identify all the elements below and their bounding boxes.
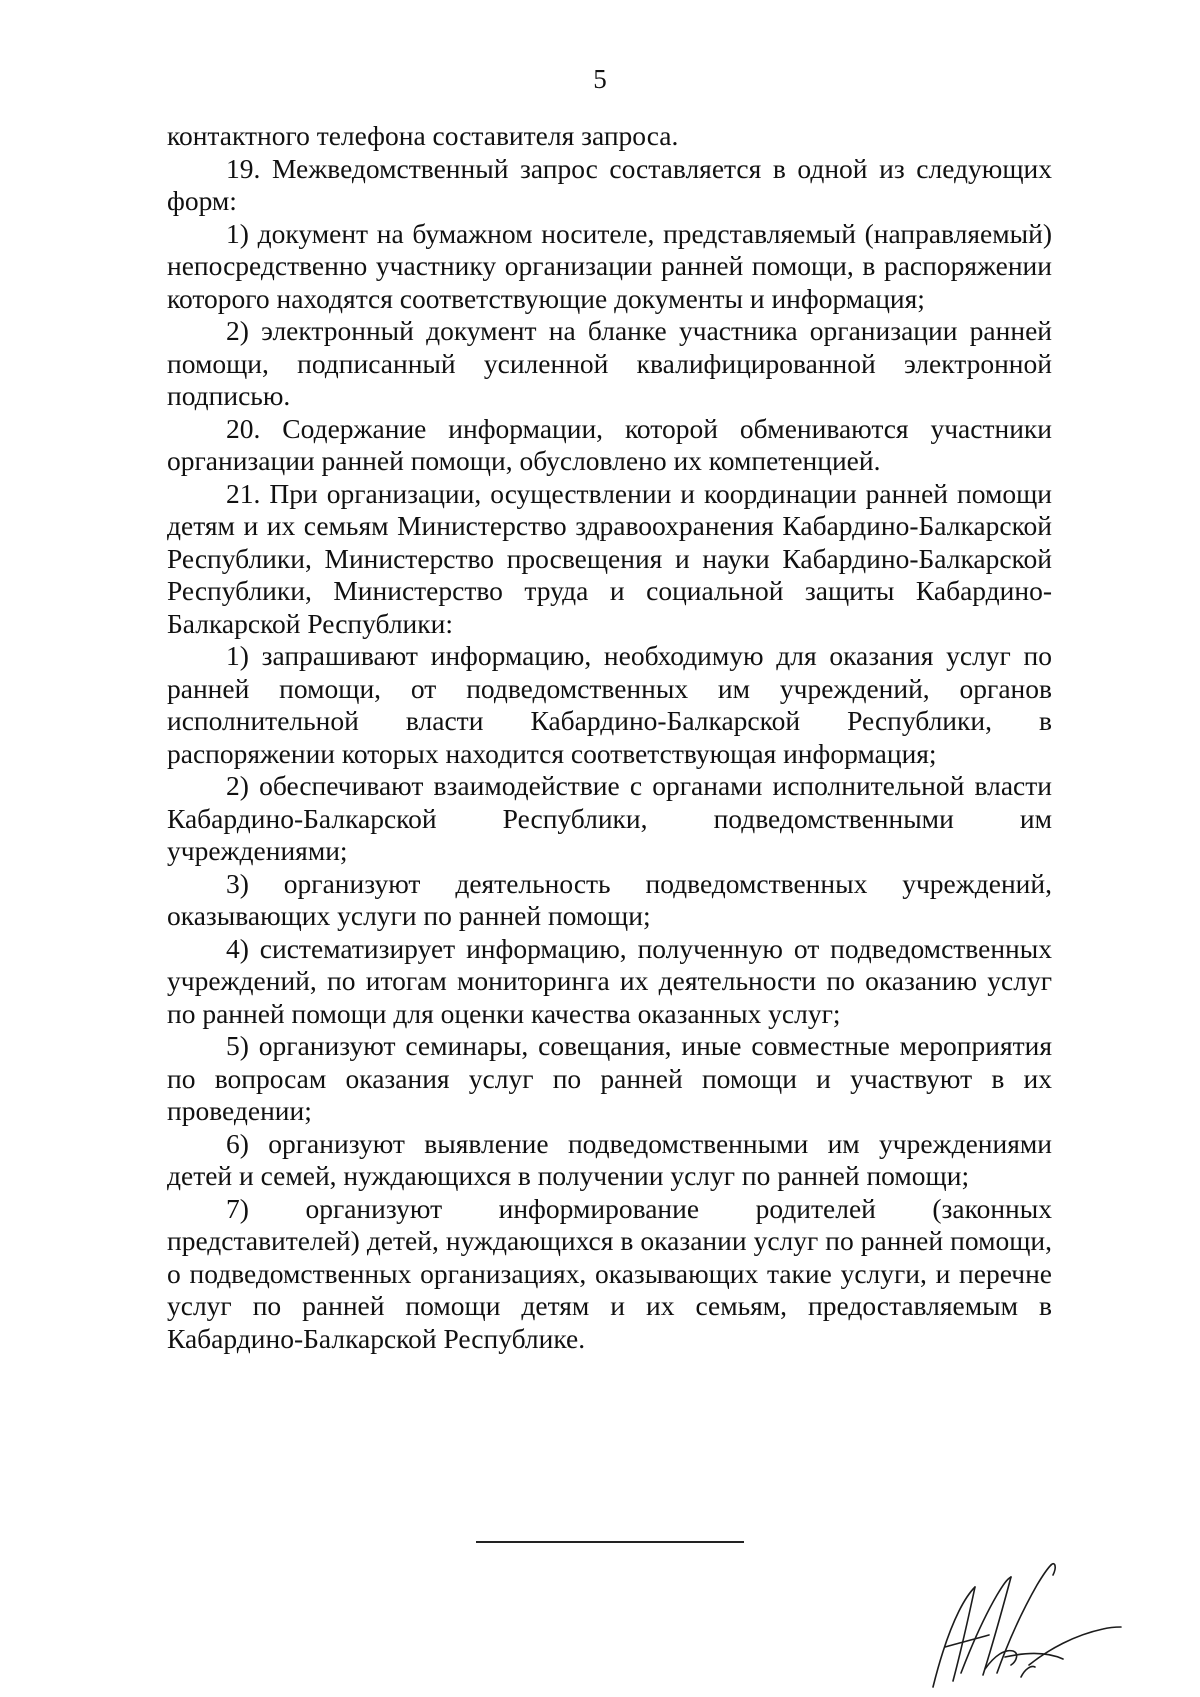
paragraph-21-item-2: 2) обеспечивают взаимодействие с органами исполнительной власти Кабардино-Балкарской Республики, подведомственными им учреждениями; [167,770,1052,866]
paragraph-19: 19. Межведомственный запрос составляется в одной из следующих форм: [167,152,1052,216]
paragraph-continuation: контактного телефона составителя запроса. [167,120,679,151]
paragraph-19-item-2: 2) электронный документ на бланке участника организации ранней помощи, подписанный усиленной квалифицированной электронной подписью. [167,315,1052,411]
paragraph-21-item-5: 5) организуют семинары, совещания, иные совместные мероприятия по вопросам оказания услуг по ранней помощи и участвуют в их проведении; [167,1030,1052,1126]
paragraph-20: 20. Содержание информации, которой обмениваются участники организации ранней помощи, обусловлено их компетенцией. [167,412,1052,476]
paragraph-21-item-1: 1) запрашивают информацию, необходимую для оказания услуг по ранней помощи, от подведомственных им учреждений, органов исполнительной власти Кабардино-Балкарской Республики, в распоряжении которых находится соответствующая информация; [167,640,1052,769]
document-body [167,120,1052,1355]
page-number: 5 [593,64,607,94]
paragraph-19-item-1: 1) документ на бумажном носителе, представляемый (направляемый) непосредственно участнику организации ранней помощи, в распоряжении которого находятся соответствующие документы и информация; [167,217,1052,314]
paragraph-21-item-4: 4) систематизирует информацию, полученную от подведомственных учреждений, по итогам мониторинга их деятельности по оказанию услуг по ранней помощи для оценки качества оказанных услуг; [167,932,1052,1029]
paragraph-21-item-7: 7) организуют информирование родителей (законных представителей) детей, нуждающихся в оказании услуг по ранней помощи, о подведомственных организациях, оказывающих такие услуги, и перечне услуг по ранней помощи детям и их семьям, предоставляемым в Кабардино-Балкарской Республике. [167,1192,1052,1354]
end-separator-line [476,1541,744,1543]
paragraph-21-item-6: 6) организуют выявление подведомственными им учреждениями детей и семей, нуждающихся в получении услуг по ранней помощи; [167,1127,1052,1191]
handwritten-signature [925,1555,1125,1695]
paragraph-21-item-3: 3) организуют деятельность подведомственных учреждений, оказывающих услуги по ранней помощи; [167,867,1052,931]
paragraph-21: 21. При организации, осуществлении и координации ранней помощи детям и их семьям Министерство здравоохранения Кабардино-Балкарской Республики, Министерство просвещения и науки Кабардино-Балкарской Республики, Министерство труда и социальной защиты Кабардино-Балкарской Республики: [167,477,1052,639]
